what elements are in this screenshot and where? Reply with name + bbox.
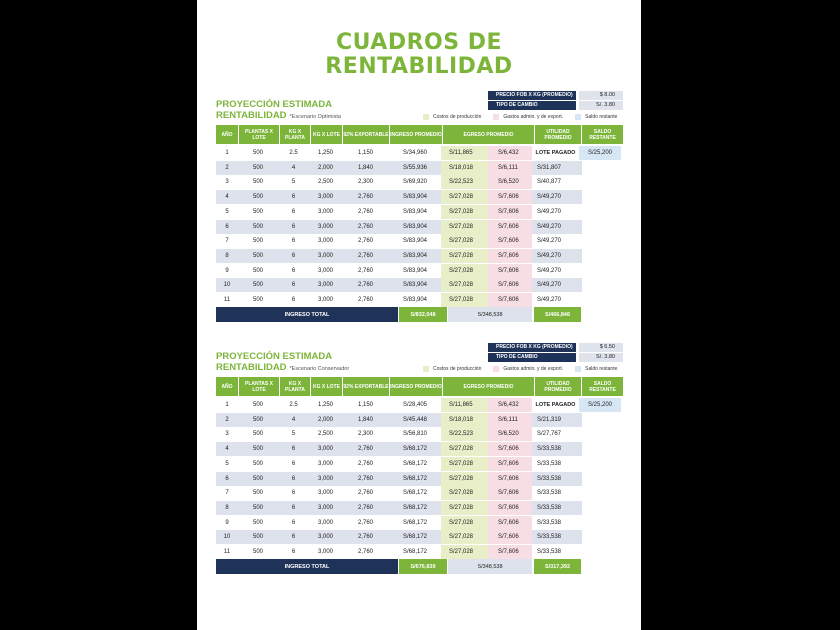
table-cell: S/83,904 — [402, 194, 428, 201]
table-cell: 500 — [252, 297, 263, 303]
table-cell: 2.5 — [289, 150, 298, 156]
table-cell: 2,300 — [357, 179, 373, 186]
legend-item-costos — [423, 366, 481, 372]
table-cell: 5 — [291, 431, 296, 438]
table-row — [216, 264, 623, 278]
table-cell: 500 — [252, 504, 263, 511]
table-cell: S/33,538 — [537, 446, 562, 453]
scenario-label: *Escenario Conservador — [289, 366, 350, 372]
table-cell: 6 — [225, 475, 229, 482]
cambio-value: S/. 3.80 — [579, 353, 623, 362]
header-cell: 92% EXPORTABLE — [343, 125, 389, 144]
table-cell: 500 — [252, 267, 263, 274]
table-cell: S/27,028 — [441, 278, 488, 292]
table-cell: S/6,432 — [488, 398, 532, 412]
table-cell: S/18,018 — [441, 161, 488, 175]
table-cell: 500 — [252, 549, 263, 555]
table-cell: 500 — [252, 194, 263, 201]
table-cell: 3,000 — [317, 534, 333, 541]
table-row — [216, 278, 623, 292]
table-cell: 4 — [291, 416, 296, 423]
table-cell: 3,000 — [317, 460, 333, 467]
table-cell: S/27,028 — [441, 457, 488, 471]
table-cell: 6 — [291, 534, 296, 541]
table-cell: S/27,028 — [441, 293, 488, 307]
table-cell: S/27,028 — [441, 545, 488, 559]
table-cell: 500 — [252, 460, 263, 467]
page-title-line1: CUADROS DE — [335, 30, 503, 55]
table-cell: S/83,904 — [402, 238, 428, 245]
table-cell: S/83,904 — [402, 252, 428, 259]
table-row — [216, 545, 623, 559]
table-row — [216, 530, 623, 544]
table-cell: S/68,172 — [402, 534, 428, 541]
table-cell: S/27,028 — [441, 472, 488, 486]
legend-swatch-gastos — [493, 366, 499, 372]
table-cell: 2,760 — [357, 446, 373, 453]
precio-value: $ 6.50 — [579, 343, 623, 352]
table-cell: S/27,028 — [441, 264, 488, 278]
cambio-label: TIPO DE CAMBIO — [488, 101, 576, 110]
total-egreso: S/348,538 — [448, 307, 532, 322]
precio-param-row — [488, 343, 623, 352]
table-row — [216, 457, 623, 471]
header-cell: KG X PLANTA — [280, 377, 310, 396]
header-cell: AÑO — [216, 125, 238, 144]
header-cell: SALDO RESTANTE — [582, 125, 623, 144]
table-cell: S/33,538 — [537, 490, 562, 497]
table-cell: S/7,606 — [488, 249, 532, 263]
table-cell: 500 — [252, 416, 263, 423]
table-cell: 500 — [252, 402, 263, 408]
table-cell: 4 — [225, 194, 229, 201]
header-cell: KG X LOTE — [311, 125, 342, 144]
table-cell: S/6,111 — [488, 161, 532, 175]
table-cell: S/11,865 — [441, 398, 488, 412]
table-cell: 2,760 — [357, 238, 373, 245]
table-cell: 2,760 — [357, 504, 373, 511]
total-ingreso: S/676,839 — [399, 559, 447, 574]
total-utilidad: S/466,846 — [534, 307, 581, 322]
table-cell: 2,000 — [317, 416, 333, 423]
table-cell: S/33,538 — [537, 519, 562, 526]
table-cell: 2,760 — [357, 549, 373, 555]
table-cell: 3,000 — [317, 549, 333, 555]
legend-swatch-saldo — [575, 366, 581, 372]
total-label: INGRESO TOTAL — [216, 559, 398, 574]
table-cell: S/83,904 — [402, 208, 428, 215]
table-cell: 4 — [225, 446, 229, 453]
table-cell: 500 — [252, 150, 263, 156]
table-cell: 6 — [291, 282, 296, 289]
table-row — [216, 486, 623, 500]
header-cell: INGRESO PROMEDIO — [390, 377, 442, 396]
table-cell: 1,250 — [317, 402, 333, 408]
table-row — [216, 501, 623, 515]
table-cell: S/83,904 — [402, 297, 428, 303]
table-cell: S/7,606 — [488, 220, 532, 234]
table-cell: 1 — [225, 402, 229, 408]
table-cell: S/25,200 — [579, 398, 621, 412]
table-cell: S/7,606 — [488, 457, 532, 471]
header-cell: KG X LOTE — [311, 377, 342, 396]
table-cell: 500 — [252, 208, 263, 215]
table-cell: S/33,538 — [537, 475, 562, 482]
table-cell: 3,000 — [317, 267, 333, 274]
table-row — [216, 442, 623, 456]
table-cell: 3 — [225, 431, 229, 438]
table-cell: 6 — [291, 252, 296, 259]
table-cell: S/69,920 — [402, 179, 428, 186]
table-cell: 6 — [291, 475, 296, 482]
table-cell: S/25,200 — [579, 146, 621, 160]
table-cell: S/27,028 — [441, 220, 488, 234]
total-utilidad: S/317,392 — [534, 559, 581, 574]
table-cell: S/49,270 — [537, 223, 562, 230]
table-cell: 6 — [291, 194, 296, 201]
table-cell: S/7,606 — [488, 190, 532, 204]
table-cell: 6 — [291, 208, 296, 215]
table-cell: S/7,606 — [488, 472, 532, 486]
table-cell: 500 — [252, 252, 263, 259]
table-cell: S/6,520 — [488, 427, 532, 441]
table-cell: 10 — [223, 282, 231, 289]
table-cell: S/33,538 — [537, 549, 562, 555]
table-cell: 3,000 — [317, 282, 333, 289]
precio-value: $ 8.00 — [579, 91, 623, 100]
table-cell: S/6,111 — [488, 413, 532, 427]
table-cell: 1 — [225, 150, 229, 156]
header-cell: SALDO RESTANTE — [582, 377, 623, 396]
total-label: INGRESO TOTAL — [216, 307, 398, 322]
table-cell: 2,760 — [357, 519, 373, 526]
table-cell: S/27,028 — [441, 516, 488, 530]
table-cell: 2 — [225, 416, 229, 423]
table-cell: S/27,028 — [441, 530, 488, 544]
table-cell: 3,000 — [317, 504, 333, 511]
table-cell: 4 — [291, 164, 296, 171]
table-cell: S/49,270 — [537, 267, 562, 274]
table-cell: 2,760 — [357, 267, 373, 274]
table-cell: S/49,270 — [537, 208, 562, 215]
table-cell: S/45,448 — [402, 416, 428, 423]
table-cell: 2,500 — [317, 179, 333, 186]
table-cell: S/55,936 — [402, 164, 428, 171]
table-cell: 5 — [291, 179, 296, 186]
table-cell: 11 — [223, 297, 231, 303]
table-cell: S/22,523 — [441, 175, 488, 189]
table-row — [216, 516, 623, 530]
table-cell: 9 — [225, 519, 229, 526]
table-cell: 1,250 — [317, 150, 333, 156]
table-cell: 3,000 — [317, 208, 333, 215]
table-cell: S/68,172 — [402, 519, 428, 526]
table-cell: 3,000 — [317, 519, 333, 526]
table-cell: 500 — [252, 446, 263, 453]
table-cell: S/27,028 — [441, 442, 488, 456]
legend-label-gastos: Gastos admin. y de export. — [503, 366, 564, 372]
table-cell: S/7,606 — [488, 516, 532, 530]
table-cell: 6 — [291, 223, 296, 230]
cambio-label: TIPO DE CAMBIO — [488, 353, 576, 362]
table-row — [216, 472, 623, 486]
table-cell: S/27,028 — [441, 234, 488, 248]
header-cell: EGRESO PROMEDIO — [443, 125, 534, 144]
header-cell: PLANTAS X LOTE — [239, 125, 279, 144]
page-title-line2: RENTABILIDAD — [325, 54, 513, 79]
table-cell: S/7,606 — [488, 442, 532, 456]
legend-item-gastos — [493, 366, 563, 372]
table-cell: 2,760 — [357, 194, 373, 201]
section-title-line1: PROYECCIÓN ESTIMADA — [216, 351, 333, 362]
table-cell: S/27,028 — [441, 190, 488, 204]
header-cell: INGRESO PROMEDIO — [390, 125, 442, 144]
table-cell: 11 — [223, 549, 231, 555]
table-cell: S/68,172 — [402, 460, 428, 467]
header-cell: EGRESO PROMEDIO — [443, 377, 534, 396]
table-cell: S/21,319 — [537, 416, 562, 423]
precio-label: PRECIO FOB X KG (PROMEDIO) — [488, 343, 576, 352]
table-cell: S/49,270 — [537, 282, 562, 289]
table-cell: S/7,606 — [488, 205, 532, 219]
table-cell: 500 — [252, 282, 263, 289]
table-cell: S/7,606 — [488, 501, 532, 515]
table-cell: S/49,270 — [537, 297, 562, 303]
table-cell: 3,000 — [317, 238, 333, 245]
legend-label-gastos: Gastos admin. y de export. — [503, 114, 564, 120]
table-cell: S/18,018 — [441, 413, 488, 427]
table-cell: 500 — [252, 534, 263, 541]
legend-label-saldo: Saldo restante — [585, 114, 618, 120]
table-cell: 3,000 — [317, 475, 333, 482]
table-cell: 6 — [291, 297, 296, 303]
total-egreso: S/348,538 — [448, 559, 532, 574]
table-cell: 5 — [225, 208, 229, 215]
header-cell: UTILIDAD PROMEDIO — [535, 125, 581, 144]
table-cell: S/28,405 — [402, 402, 428, 408]
table-cell: 500 — [252, 519, 263, 526]
table-cell: 500 — [252, 490, 263, 497]
table-cell: 6 — [291, 446, 296, 453]
table-cell: 1,840 — [357, 164, 373, 171]
cambio-param-row — [488, 353, 623, 362]
section-title-line2: RENTABILIDAD — [216, 362, 287, 373]
table-cell: 500 — [252, 223, 263, 230]
table-cell: 500 — [252, 179, 263, 186]
table-cell: S/83,904 — [402, 282, 428, 289]
table-cell: LOTE PAGADO — [535, 150, 576, 156]
table-cell: S/7,606 — [488, 293, 532, 307]
table-cell: S/68,172 — [402, 504, 428, 511]
table-cell: S/49,270 — [537, 238, 562, 245]
table-cell: S/7,606 — [488, 530, 532, 544]
total-ingreso: S/832,048 — [399, 307, 447, 322]
table-cell: 6 — [291, 519, 296, 526]
header-cell: 92% EXPORTABLE — [343, 377, 389, 396]
legend-label-costos: Costos de producción — [433, 366, 482, 372]
table-cell: 2,760 — [357, 208, 373, 215]
header-cell: KG X PLANTA — [280, 125, 310, 144]
legend-label-costos: Costos de producción — [433, 114, 482, 120]
table-cell: S/31,807 — [537, 164, 562, 171]
table-cell: S/33,538 — [537, 534, 562, 541]
table-cell: 2,760 — [357, 223, 373, 230]
table-cell: S/34,960 — [402, 150, 428, 156]
table-cell: 6 — [291, 267, 296, 274]
table-cell: S/22,523 — [441, 427, 488, 441]
table-cell: 3,000 — [317, 297, 333, 303]
table-cell: 6 — [291, 460, 296, 467]
table-cell: S/83,904 — [402, 223, 428, 230]
section-title-line1: PROYECCIÓN ESTIMADA — [216, 99, 333, 110]
table-cell: 3,000 — [317, 446, 333, 453]
table-cell: S/7,606 — [488, 278, 532, 292]
table-cell: 2,760 — [357, 252, 373, 259]
table-cell: 3 — [225, 179, 229, 186]
legend-item-saldo — [575, 366, 617, 372]
table-cell: 6 — [291, 549, 296, 555]
table-cell: 6 — [291, 238, 296, 245]
table-cell: 6 — [291, 504, 296, 511]
precio-label: PRECIO FOB X KG (PROMEDIO) — [488, 91, 576, 100]
table-cell: 2,300 — [357, 431, 373, 438]
table-cell: 6 — [291, 490, 296, 497]
table-cell: S/49,270 — [537, 194, 562, 201]
table-cell: 3,000 — [317, 490, 333, 497]
table-cell: S/27,028 — [441, 249, 488, 263]
table-cell: S/68,172 — [402, 549, 428, 555]
table-cell: S/33,538 — [537, 460, 562, 467]
table-cell: 9 — [225, 267, 229, 274]
table-cell: 10 — [223, 534, 231, 541]
table-cell: 500 — [252, 238, 263, 245]
table-cell: 2,760 — [357, 460, 373, 467]
table-cell: 6 — [225, 223, 229, 230]
table-cell: S/27,767 — [537, 431, 562, 438]
table-cell: S/7,606 — [488, 234, 532, 248]
table-cell: S/40,877 — [537, 179, 562, 186]
table-cell: 7 — [225, 490, 229, 497]
table-row — [216, 293, 623, 307]
table-cell: S/27,028 — [441, 501, 488, 515]
table-row — [216, 398, 623, 412]
table-cell: 2,760 — [357, 475, 373, 482]
table-cell: 3,000 — [317, 194, 333, 201]
table-row — [216, 427, 623, 441]
table-cell: 500 — [252, 431, 263, 438]
table-cell: 3,000 — [317, 252, 333, 259]
table-cell: 2,760 — [357, 534, 373, 541]
table-cell: 3,000 — [317, 223, 333, 230]
section-title-line2: RENTABILIDAD — [216, 110, 287, 121]
table-cell: 7 — [225, 238, 229, 245]
table-cell: S/6,432 — [488, 146, 532, 160]
table-cell: 8 — [225, 252, 229, 259]
table-cell: 2,760 — [357, 490, 373, 497]
table-cell: S/11,865 — [441, 146, 488, 160]
table-cell: S/27,028 — [441, 486, 488, 500]
legend-swatch-costos — [423, 366, 429, 372]
table-cell: 8 — [225, 504, 229, 511]
table-cell: S/68,172 — [402, 446, 428, 453]
table-cell: S/7,606 — [488, 264, 532, 278]
header-cell: PLANTAS X LOTE — [239, 377, 279, 396]
table-cell: S/27,028 — [441, 205, 488, 219]
table-cell: S/56,810 — [402, 431, 428, 438]
table-cell: 2.5 — [289, 402, 298, 408]
table-cell: 2,760 — [357, 282, 373, 289]
table-cell: 1,840 — [357, 416, 373, 423]
document-page — [197, 0, 641, 630]
table-cell: S/33,538 — [537, 504, 562, 511]
table-cell: 500 — [252, 475, 263, 482]
legend-label-saldo: Saldo restante — [585, 366, 618, 372]
table-cell: 5 — [225, 460, 229, 467]
table-cell: 1,150 — [357, 402, 373, 408]
table-cell: 2,760 — [357, 297, 373, 303]
table-cell: 500 — [252, 164, 263, 171]
table-cell: 2,000 — [317, 164, 333, 171]
table-cell: 2,500 — [317, 431, 333, 438]
table-cell: 1,150 — [357, 150, 373, 156]
table-cell: LOTE PAGADO — [535, 402, 576, 408]
table-cell: S/68,172 — [402, 475, 428, 482]
table-cell: S/49,270 — [537, 252, 562, 259]
table-cell: S/6,520 — [488, 175, 532, 189]
table-cell: S/68,172 — [402, 490, 428, 497]
scenario-label: *Escenario Optimista — [289, 114, 341, 120]
table-cell: S/7,606 — [488, 486, 532, 500]
table-cell: 2 — [225, 164, 229, 171]
cambio-value: S/. 3.80 — [579, 101, 623, 110]
header-cell: UTILIDAD PROMEDIO — [535, 377, 581, 396]
header-cell: AÑO — [216, 377, 238, 396]
table-cell: S/7,606 — [488, 545, 532, 559]
table-cell: S/83,904 — [402, 267, 428, 274]
section-title — [216, 351, 349, 375]
table-row — [216, 413, 623, 427]
color-legend — [423, 366, 629, 372]
